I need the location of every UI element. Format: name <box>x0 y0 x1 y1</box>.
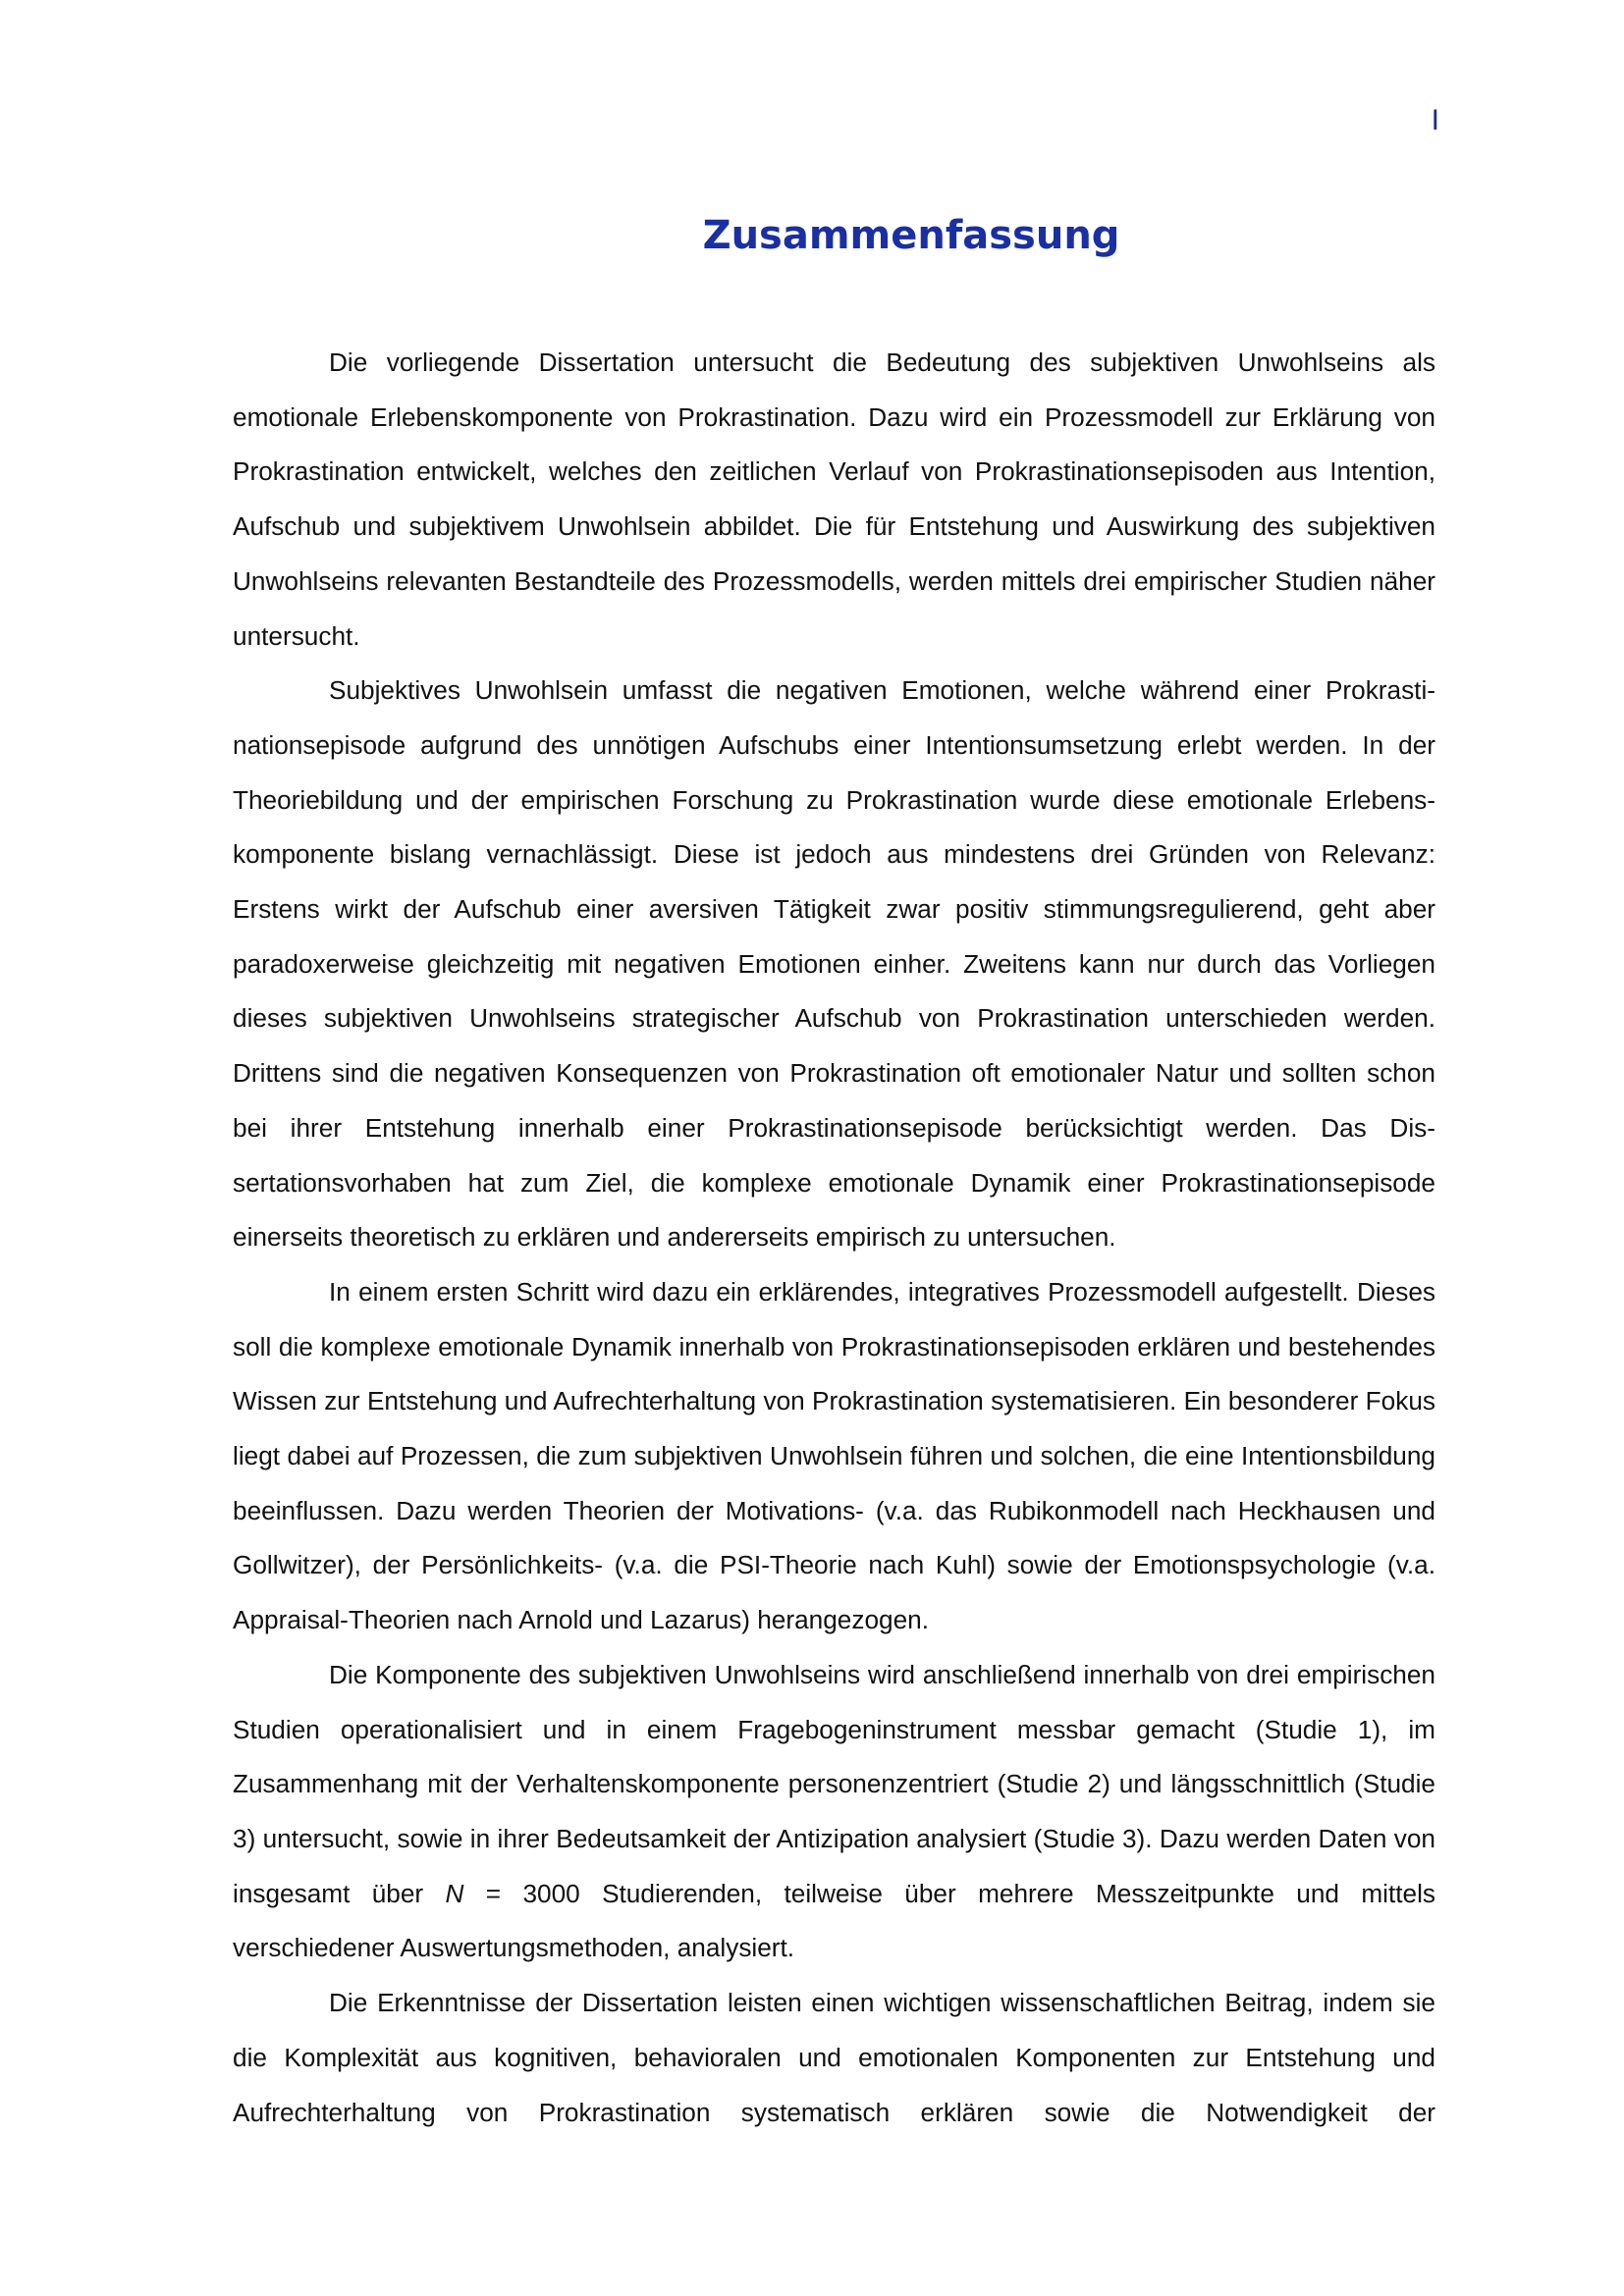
page-number: I <box>1431 104 1439 136</box>
paragraph-4 <box>233 1648 1435 1976</box>
paragraph-1: Die vorliegende Dissertation untersucht die Bedeutung des subjektiven Unwohlseins als emotionale Erlebenskomponente von Prokrastination. Dazu wird ein Prozessmodell zur Erklärung von Prokrastination entwickelt, welches den zeitlichen Verlauf von Prokrastinationsepisoden aus Intention, Aufschub und subjektivem Unwohlsein abbildet. Die für Entstehung und Auswirkung des subjektiven Unwohlseins relevanten Bestandteile des Prozessmodells, werden mittels drei empirischer Studien näher untersucht. <box>233 347 1435 651</box>
paragraph-5: Die Erkenntnisse der Dissertation leisten einen wichtigen wissenschaftlichen Beitrag, indem sie die Komplexität aus kognitiven, behavioralen und emotionalen Komponenten zur Entstehung und Aufrechterhaltung von Prokrastination systematisch erklären sowie die Notwendigkeit der <box>233 1988 1435 2127</box>
section-title: Zusammenfassung <box>702 213 1120 258</box>
sample-size-symbol: N <box>445 1878 464 1908</box>
paragraph-3: In einem ersten Schritt wird dazu ein erklärendes, integratives Prozessmodell aufgestellt. Dieses soll die komplexe emotionale Dynamik innerhalb von Prokrastinationsepisoden erklären und bestehendes Wissen zur Entstehung und Aufrechterhaltung von Prokrastination systematisieren. Ein besonderer Fokus liegt dabei auf Prozessen, die zum subjektiven Unwohlsein führen und solchen, die eine Intentionsbildung beeinflussen. Dazu werden Theorien der Motivations- (v.a. das Rubikonmodell nach Heckhausen und Gollwitzer), der Persönlichkeits- (v.a. die PSI-Theorie nach Kuhl) sowie der Emotionspsychologie (v.a. Appraisal-Theorien nach Arnold und Lazarus) herangezogen. <box>233 1276 1435 1635</box>
body-text <box>233 336 1435 2140</box>
paragraph-2: Subjektives Unwohlsein umfasst die negativen Emotionen, welche während einer Prokrastinationsepisode aufgrund des unnötigen Aufschubs einer Intentionsumsetzung erlebt werden. In der Theoriebildung und der empirischen Forschung zu Prokrastination wurde diese emotionale Erlebenskomponente bislang vernachlässigt. Diese ist jedoch aus mindestens drei Gründen von Relevanz: Erstens wirkt der Aufschub einer aversiven Tätigkeit zwar positiv stimmungsregulierend, geht aber paradoxerweise gleichzeitig mit negativen Emotionen einher. Zweitens kann nur durch das Vorliegen dieses subjektiven Unwohlseins strategischer Aufschub von Prokrastination unterschieden werden. Drittens sind die negativen Konsequenzen von Prokrastination oft emotionaler Natur und sollten schon bei ihrer Entstehung innerhalb einer Prokrastinationsepisode berücksichtigt werden. Das Dissertationsvorhaben hat zum Ziel, die komplexe emotionale Dynamik einer Prokrastinationsepisode einerseits theoretisch zu erklären und andererseits empirisch zu untersuchen. <box>233 675 1435 1253</box>
paragraph-4-text-start: Die Komponente des subjektiven Unwohlseins wird anschließend innerhalb von drei empirischen Studien operationalisiert und in einem Fragebogeninstrument messbar gemacht (Studie 1), im Zusammenhang mit der Verhaltenskomponente personenzentriert (Studie 2) und längsschnittlich (Studie 3) untersucht, sowie in ihrer Bedeutsamkeit der Antizipation analysiert (Studie 3). Dazu werden Daten von insgesamt über <box>233 1659 1435 1908</box>
paragraph-4-text-end: = 3000 Studierenden, teilweise über mehrere Messzeitpunkte und mittels verschiedener Auswertungsmethoden, analysiert. <box>233 1878 1435 1963</box>
